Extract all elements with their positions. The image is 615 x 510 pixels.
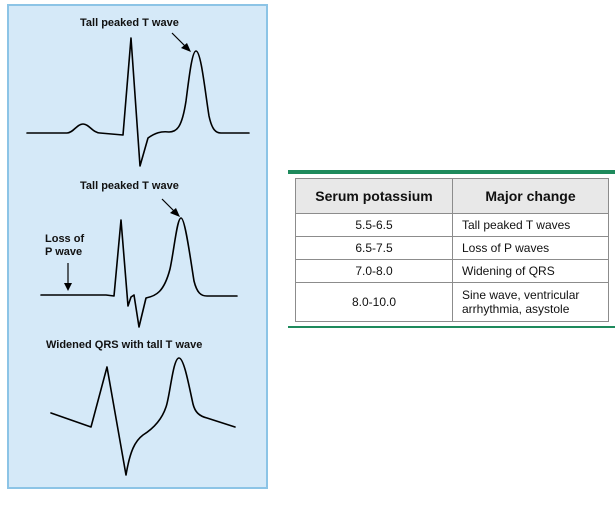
table-row [296,214,609,237]
table-row [296,260,609,283]
cell-change: Loss of P waves [453,237,609,260]
potassium-table-container [288,170,615,328]
header-major-change: Major change [453,179,609,214]
cell-potassium: 8.0-10.0 [296,283,453,322]
arrow-tracing1 [172,33,186,47]
potassium-table [295,178,609,322]
cell-change-line1: Sine wave, ventricular [462,288,580,302]
header-serum-potassium: Serum potassium [296,179,453,214]
table-header-row [296,179,609,214]
cell-potassium: 6.5-7.5 [296,237,453,260]
table-row [296,237,609,260]
table-row [296,283,609,322]
cell-potassium: 5.5-6.5 [296,214,453,237]
cell-change [453,283,609,322]
cell-potassium: 7.0-8.0 [296,260,453,283]
cell-change-line2: arrhythmia, asystole [462,302,570,316]
arrowhead-tracing2 [170,208,180,217]
cell-change: Tall peaked T waves [453,214,609,237]
ecg-panel [7,4,268,489]
arrowhead-loss-of-p [64,283,72,291]
ecg-tracing-widened-qrs [51,358,235,475]
arrowhead-tracing1 [181,43,191,52]
label-tracing2: Tall peaked T wave [80,180,179,192]
ecg-tracing-peaked-t [27,38,249,166]
cell-change: Widening of QRS [453,260,609,283]
arrow-tracing2 [162,199,175,212]
label-loss-of-p-line1: Loss of [45,233,85,245]
label-tracing3: Widened QRS with tall T wave [46,339,203,351]
label-tracing1: Tall peaked T wave [80,17,179,29]
label-loss-of-p-line2: P wave [45,246,83,258]
